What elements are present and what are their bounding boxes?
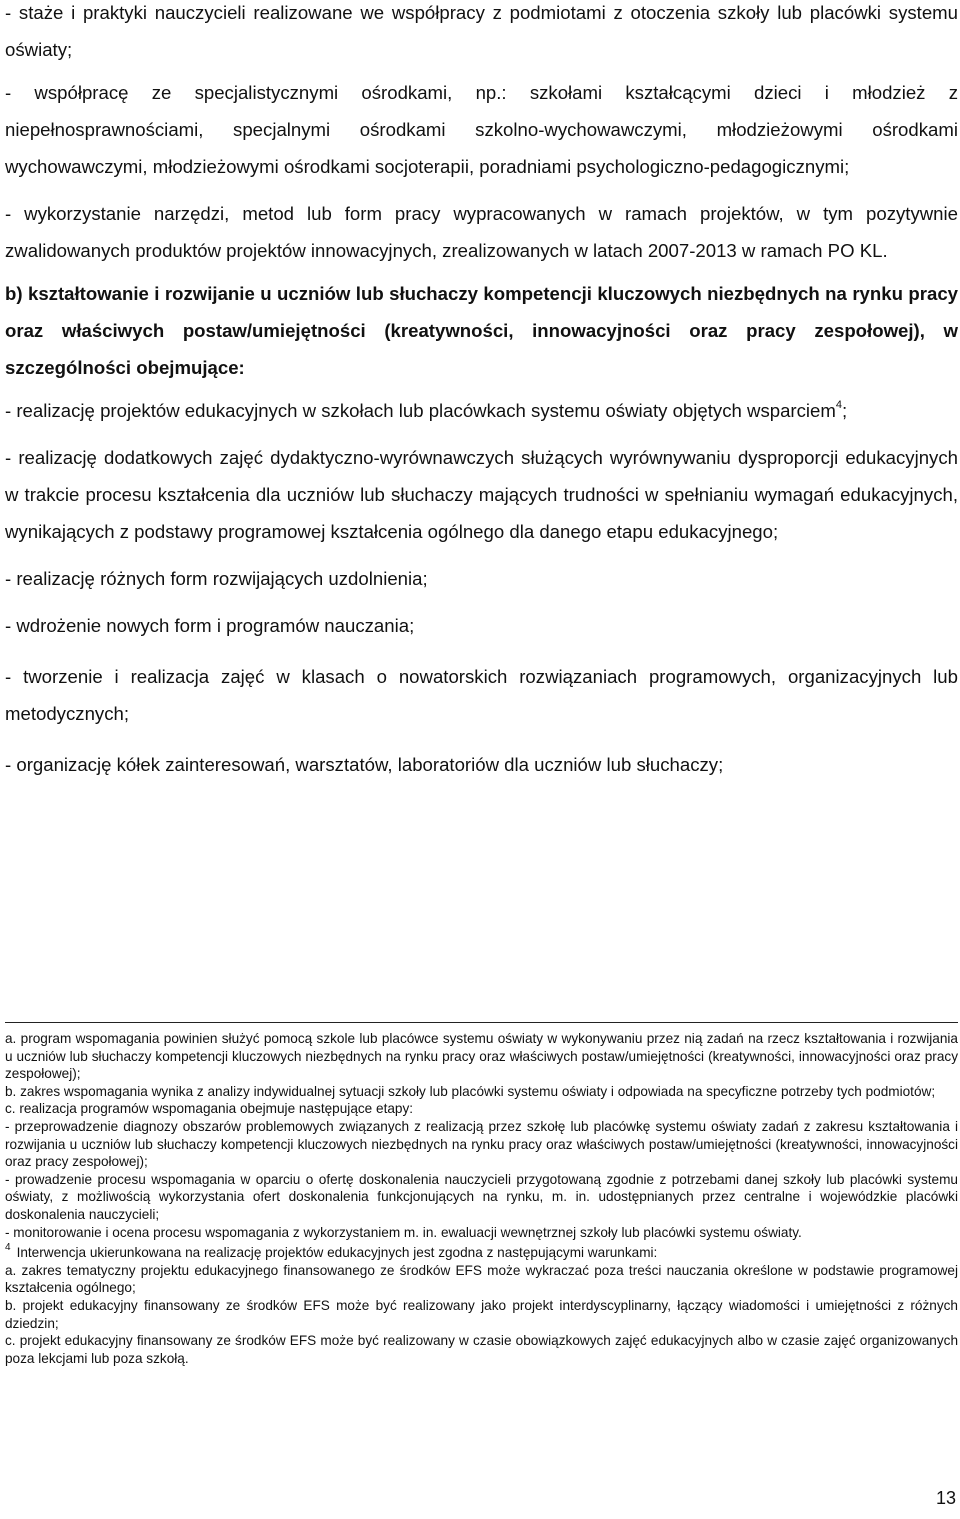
- page-number: 13: [935, 1488, 956, 1508]
- paragraph-uzdolnienia: - realizację różnych form rozwijających uzdolnienia;: [5, 568, 428, 589]
- footnote-c: c. realizacja programów wspomagania obejmuje następujące etapy:: [5, 1101, 414, 1117]
- footnote-c-wspomaganie: - prowadzenie procesu wspomagania w oparciu o ofertę doskonalenia nauczycieli przygotowaną zgodnie z potrzebami danej szkoły lub placówki systemu oświaty, z możliwością wykorzystania ofert doskonalenia funkcjonujących na rynku, m. in. udostępnianych przez centralne i wojewódzkie placówki doskonalenia nauczycieli;: [5, 1171, 958, 1222]
- footnote-4: [5, 1244, 958, 1262]
- paragraph-projekty-end: ;: [842, 400, 848, 421]
- paragraph-section-b-heading: b) kształtowanie i rozwijanie u uczniów lub słuchaczy kompetencji kluczowych niezbędnych na rynku pracy oraz właściwych postaw/umiejętności (kreatywności, innowacyjności oraz pracy zespołowej), w szczególności obejmujące:: [5, 283, 958, 378]
- paragraph-zajecia-wyrownawcze: - realizację dodatkowych zajęć dydaktyczno-wyrównawczych służących wyrównywaniu dysproporcji edukacyjnych w trakcie procesu kształcenia dla uczniów lub słuchaczy mających trudności w spełnianiu wymagań edukacyjnych, wynikających z podstawy programowej kształcenia ogólnego dla danego etapu edukacyjnego;: [5, 447, 958, 542]
- footnote-4-b: b. projekt edukacyjny finansowany ze środków EFS może być realizowany jako projekt interdyscyplinarny, łączący wiadomości i umiejętności z różnych dziedzin;: [5, 1297, 958, 1331]
- footnote-separator: [5, 1022, 958, 1023]
- paragraph-wspolpraca: - współpracę ze specjalistycznymi ośrodkami, np.: szkołami kształcącymi dzieci i młodzież z niepełnosprawnościami, specjalnymi ośrodkami szkolno-wychowawczymi, młodzieżowymi ośrodkami wychowawczymi, młodzieżowymi ośrodkami socjoterapii, poradniami psychologiczno-pedagogicznymi;: [5, 82, 958, 177]
- paragraph-kolka-zainteresowan: - organizację kółek zainteresowań, warsztatów, laboratoriów dla uczniów lub słuchaczy;: [5, 754, 724, 775]
- paragraph-wykorzystanie: - wykorzystanie narzędzi, metod lub form pracy wypracowanych w ramach projektów, w tym pozytywnie zwalidowanych produktów projektów innowacyjnych, zrealizowanych w latach 2007-2013 w ramach PO KL.: [5, 203, 958, 261]
- main-text: [5, 0, 958, 783]
- footnote-a: a. program wspomagania powinien służyć pomocą szkole lub placówce systemu oświaty w wykonywaniu przez nią zadań na rzecz kształtowania i rozwijania u uczniów lub słuchaczy kompetencji kluczowych niezbędnych na rynku pracy oraz właściwych postaw/umiejętności (kreatywności, innowacyjności oraz pracy zespołowej);: [5, 1031, 958, 1082]
- footnote-c-monitorowanie: - monitorowanie i ocena procesu wspomagania z wykorzystaniem m. in. ewaluacji wewnętrznej szkoły lub placówki systemu oświaty.: [5, 1224, 802, 1240]
- footnote-4-a: a. zakres tematyczny projektu edukacyjnego finansowanego ze środków EFS może wykraczać poza treści nauczania określone w podstawie programowej kształcenia ogólnego;: [5, 1262, 958, 1296]
- paragraph-nowatorskie-zajecia: - tworzenie i realizacja zajęć w klasach o nowatorskich rozwiązaniach programowych, organizacyjnych lub metodycznych;: [5, 666, 958, 724]
- footnotes: [5, 1030, 958, 1367]
- footnote-c-diagnoza: - przeprowadzenie diagnozy obszarów problemowych związanych z realizacją przez szkołę lub placówkę systemu oświaty zadań z zakresu kształtowania i rozwijania u uczniów lub słuchaczy kompetencji kluczowych niezbędnych na rynku pracy oraz właściwych postaw/umiejętności (kreatywności, innowacyjności oraz pracy zespołowej);: [5, 1118, 958, 1170]
- footnote-b: b. zakres wspomagania wynika z analizy indywidualnej sytuacji szkoły lub placówki systemu oświaty i odpowiada na specyficzne potrzeby tych podmiotów;: [5, 1083, 936, 1099]
- paragraph-projekty-edukacyjne: [5, 392, 958, 429]
- paragraph-projekty-text: - realizację projektów edukacyjnych w szkołach lub placówkach systemu oświaty objętych wsparciem: [5, 400, 836, 421]
- paragraph-nowe-formy: - wdrożenie nowych form i programów nauczania;: [5, 615, 415, 636]
- footnote-4-text: Interwencja ukierunkowana na realizację projektów edukacyjnych jest zgodna z następującymi warunkami:: [16, 1245, 658, 1261]
- footnote-4-number: 4: [5, 1242, 11, 1254]
- footnote-4-c: c. projekt edukacyjny finansowany ze środków EFS może być realizowany w czasie obowiązkowych zajęć edukacyjnych albo w czasie zajęć organizowanych poza lekcjami lub poza szkołą.: [5, 1333, 958, 1366]
- paragraph-staze: - staże i praktyki nauczycieli realizowane we współpracy z podmiotami z otoczenia szkoły lub placówki systemu oświaty;: [5, 2, 958, 60]
- footnote-ref-4: 4: [835, 399, 842, 411]
